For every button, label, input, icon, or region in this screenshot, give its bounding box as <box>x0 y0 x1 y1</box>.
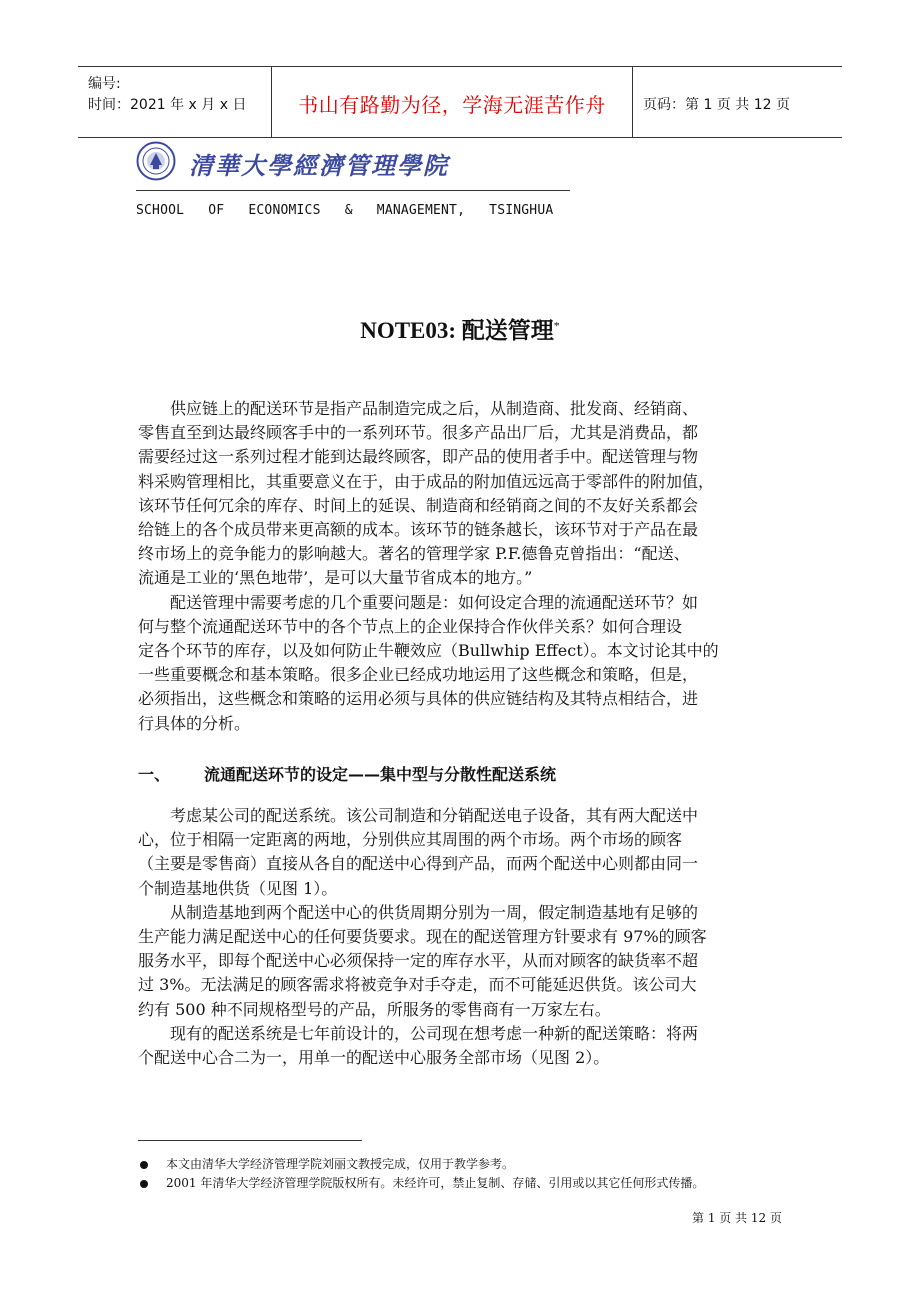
text-line: 一些重要概念和基本策略。很多企业已经成功地运用了这些概念和策略，但是， <box>138 665 699 685</box>
header-page-cell <box>633 67 842 137</box>
text-line: 该环节任何冗余的库存、时间上的延误、制造商和经销商之间的不友好关系都会 <box>138 495 699 515</box>
text-line: 需要经过这一系列过程才能到达最终顾客，即产品的使用者手中。配送管理与物 <box>138 447 699 467</box>
motto-text: 书山有路勤为径，学海无涯苦作舟 <box>298 93 606 117</box>
text-line: 过 3%。无法满足的顾客需求将被竞争对手夺走，而不可能延迟供货。该公司大 <box>138 975 697 995</box>
text-line: 服务水平，即每个配送中心必须保持一定的库存水平，从而对顾客的缺货率不超 <box>138 951 699 971</box>
date-label: 时间：2021 年 x 月 x 日 <box>88 97 247 113</box>
text-line: 现有的配送系统是七年前设计的，公司现在想考虑一种新的配送策略：将两 <box>138 1023 699 1043</box>
bullet-icon <box>140 1180 148 1188</box>
text-line: 终市场上的竞争能力的影响越大。著名的管理学家 P.F.德鲁克曾指出：“配送、 <box>138 544 690 564</box>
footnote-divider <box>138 1140 362 1141</box>
document-title <box>0 312 920 345</box>
text-line: 零售直至到达最终顾客手中的一系列环节。很多产品出厂后，尤其是消费品，都 <box>138 423 699 443</box>
page-info: 页码：第 1 页 共 12 页 <box>643 97 790 113</box>
serial-label: 编号: <box>88 76 121 92</box>
text-line: （主要是零售商）直接从各自的配送中心得到产品，而两个配送中心则都由同一 <box>138 854 699 874</box>
text-line: 供应链上的配送环节是指产品制造完成之后，从制造商、批发商、经销商、 <box>138 399 699 418</box>
text-line: 料采购管理相比，其重要意义在于，由于成品的附加值远远高于零部件的附加值， <box>138 471 715 491</box>
text-line: 必须指出，这些概念和策略的运用必须与具体的供应链结构及其特点相结合，进 <box>138 689 699 709</box>
text-line: 配送管理中需要考虑的几个重要问题是：如何设定合理的流通配送环节？如 <box>138 592 699 612</box>
text-line: 从制造基地到两个配送中心的供货周期分别为一周，假定制造基地有足够的 <box>138 902 699 922</box>
text-line: 心，位于相隔一定距离的两地，分别供应其周围的两个市场。两个市场的顾客 <box>138 830 683 850</box>
section-title: 流通配送环节的设定——集中型与分散性配送系统 <box>204 765 557 784</box>
text-line: 个制造基地供货（见图 1）。 <box>138 878 338 898</box>
school-name-cn: 清華大學經濟管理學院 <box>189 151 449 180</box>
text-line: 个配送中心合二为一，用单一的配送中心服务全部市场（见图 2）。 <box>138 1048 610 1067</box>
text-line: 考虑某公司的配送系统。该公司制造和分销配送电子设备，其有两大配送中 <box>138 806 699 825</box>
header-motto-cell <box>272 67 633 137</box>
footnote-text: 本文由清华大学经济管理学院刘丽文教授完成，仅用于教学参考。 <box>166 1157 515 1171</box>
title-footnote-mark: * <box>553 318 560 333</box>
logo-divider <box>136 190 570 191</box>
section-heading <box>138 762 556 785</box>
text-line: 何与整个流通配送环节中的各个节点上的企业保持合作伙伴关系？如何合理设 <box>138 616 683 636</box>
text-line: 给链上的各个成员带来更高额的成本。该环节的链条越长，该环节对于产品在最 <box>138 520 699 539</box>
text-line: 定各个环节的库存，以及如何防止牛鞭效应（Bullwhip Effect）。本文讨论其中的 <box>138 641 719 660</box>
university-seal-icon <box>136 141 176 181</box>
footer-page-number: 第 1 页 共 12 页 <box>692 1211 782 1225</box>
footnote <box>138 1174 704 1191</box>
text-line: 流通是工业的‘黑色地带’，是可以大量节省成本的地方。” <box>138 568 533 588</box>
text-line: 约有 500 种不同规格型号的产品，所服务的零售商有一万家左右。 <box>138 999 611 1019</box>
school-name-en: SCHOOL OF ECONOMICS & MANAGEMENT, TSINGHUA <box>136 203 554 218</box>
text-line: 行具体的分析。 <box>138 713 251 733</box>
bullet-icon <box>140 1161 148 1169</box>
text-line: 生产能力满足配送中心的任何要货要求。现在的配送管理方针要求有 97%的顾客 <box>138 927 707 946</box>
header-meta-cell <box>78 67 272 137</box>
footnote <box>138 1155 514 1172</box>
section-number: 一、 <box>138 765 171 784</box>
title-text: NOTE03: 配送管理 <box>360 318 554 343</box>
header-table <box>78 66 842 138</box>
footnote-text: 2001 年清华大学经济管理学院版权所有。未经许可，禁止复制、存储、引用或以其它任何形式传播。 <box>166 1176 705 1190</box>
